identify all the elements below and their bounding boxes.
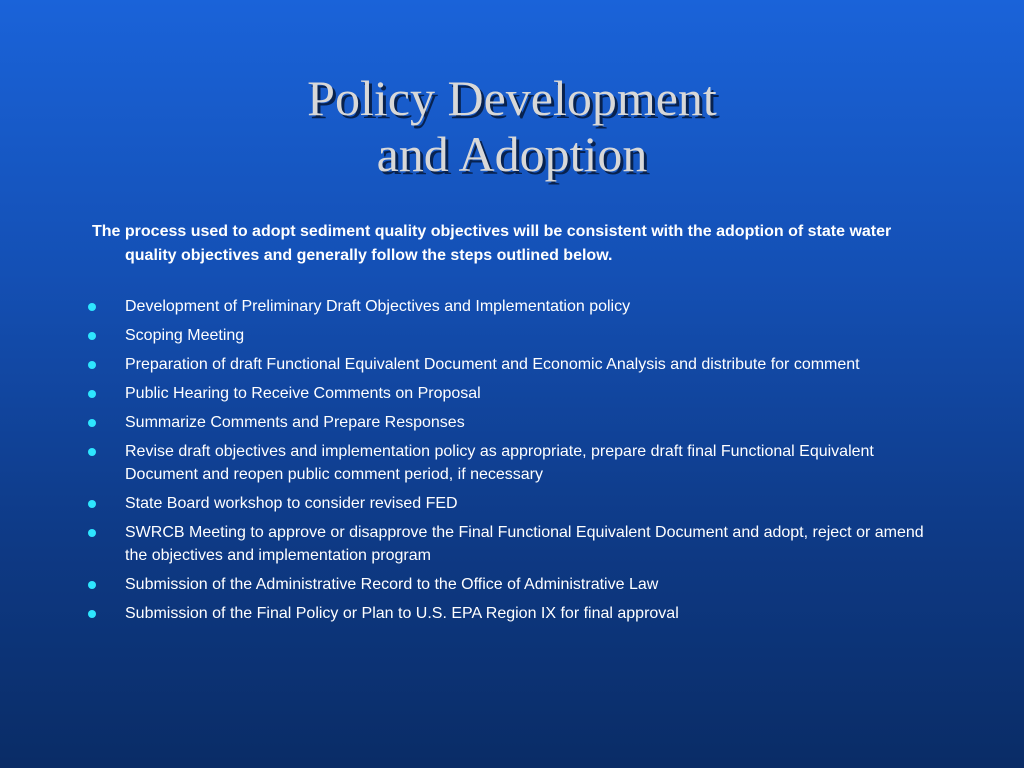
step-text: State Board workshop to consider revised FED xyxy=(125,495,458,512)
list-item xyxy=(0,295,925,318)
list-item xyxy=(0,521,925,567)
bullet-icon xyxy=(88,500,96,508)
step-text: Scoping Meeting xyxy=(125,327,245,344)
bullet-icon xyxy=(88,581,96,589)
step-text: SWRCB Meeting to approve or disapprove the Final Functional Equivalent Document and adopt, reject or amend the objectives and implementation program xyxy=(125,524,924,564)
bullet-icon xyxy=(88,303,96,311)
slide-title xyxy=(0,70,1024,182)
step-text: Development of Preliminary Draft Objectives and Implementation policy xyxy=(125,298,631,315)
bullet-icon xyxy=(88,361,96,369)
step-text: Submission of the Final Policy or Plan to U.S. EPA Region IX for final approval xyxy=(125,605,679,622)
list-item xyxy=(0,492,925,515)
list-item xyxy=(0,324,925,347)
steps-list xyxy=(0,295,1024,631)
bullet-icon xyxy=(88,610,96,618)
step-text: Submission of the Administrative Record to the Office of Administrative Law xyxy=(125,576,659,593)
step-text: Summarize Comments and Prepare Responses xyxy=(125,414,465,431)
bullet-icon xyxy=(88,419,96,427)
list-item xyxy=(0,382,925,405)
list-item xyxy=(0,602,925,625)
list-item xyxy=(0,440,925,486)
list-item xyxy=(0,573,925,596)
list-item xyxy=(0,411,925,434)
bullet-icon xyxy=(88,390,96,398)
list-item xyxy=(0,353,925,376)
bullet-icon xyxy=(88,529,96,537)
step-text: Preparation of draft Functional Equivalent Document and Economic Analysis and distribute for comment xyxy=(125,356,860,373)
bullet-icon xyxy=(88,332,96,340)
bullet-icon xyxy=(88,448,96,456)
title-line-1: Policy Development xyxy=(307,70,717,126)
step-text: Revise draft objectives and implementation policy as appropriate, prepare draft final Functional Equivalent Document and reopen public comment period, if necessary xyxy=(125,443,874,483)
step-text: Public Hearing to Receive Comments on Proposal xyxy=(125,385,481,402)
title-line-2: and Adoption xyxy=(376,126,648,182)
intro-paragraph: The process used to adopt sediment quality objectives will be consistent with the adoption of state water quality objectives and generally follow the steps outlined below. xyxy=(92,223,892,264)
